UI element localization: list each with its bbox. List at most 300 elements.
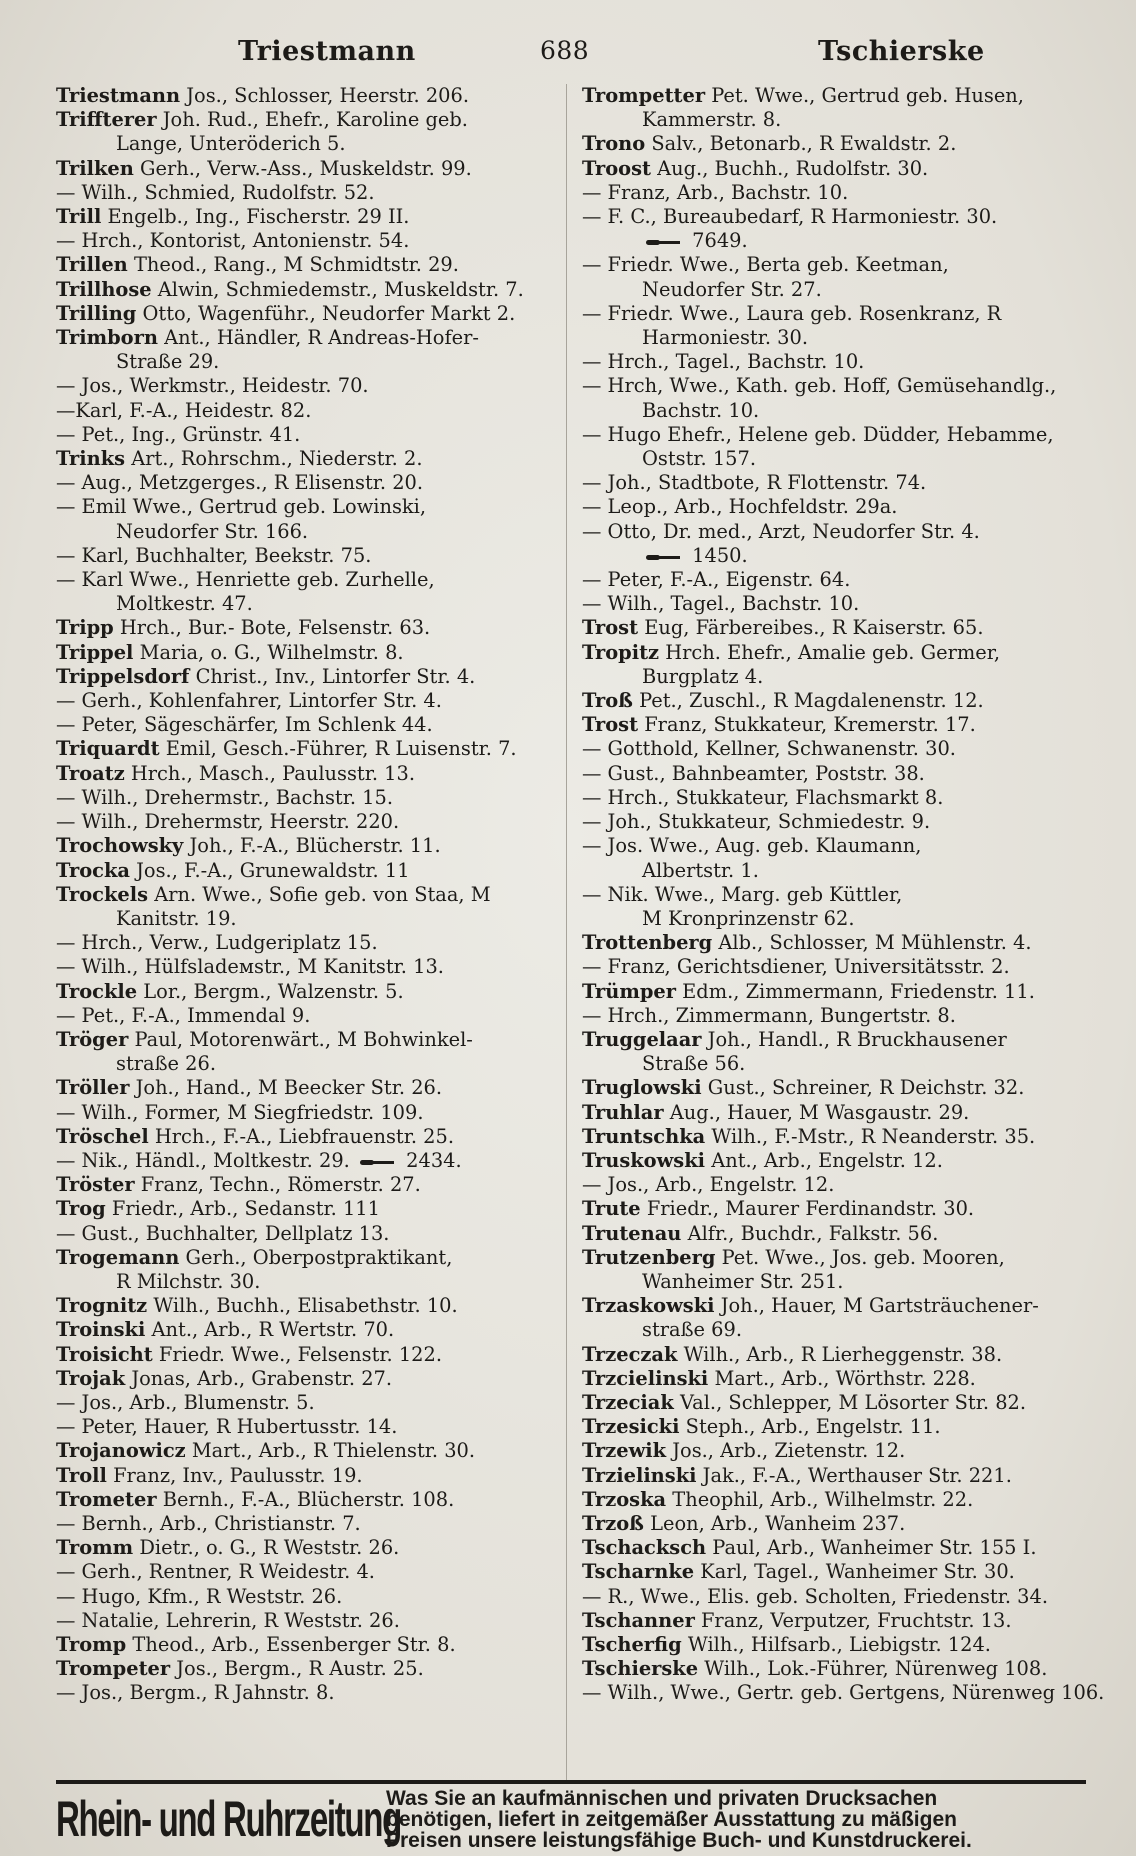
directory-entry	[582, 616, 1107, 640]
entry-text: R Milchstr. 30.	[116, 1269, 261, 1293]
entry-text: — Franz, Gerichtsdiener, Universitätsstr. 2.	[582, 955, 1010, 979]
directory-entry	[582, 1125, 1107, 1149]
directory-entry	[56, 471, 581, 495]
directory-entry	[56, 1367, 581, 1391]
directory-entry	[56, 278, 581, 302]
entry-text: Alfr., Buchdr., Falkstr. 56.	[687, 1221, 939, 1245]
entry-surname: Trojanowicz	[56, 1439, 186, 1463]
entry-text: Wilh., Lok.-Führer, Nürenweg 108.	[704, 1657, 1048, 1681]
directory-entry	[582, 955, 1107, 979]
ad-line: benötigen, liefert in zeitgemäßer Ausstattung zu mäßigen	[386, 1808, 957, 1831]
entry-text: — Peter, Sägeschärfer, Im Schlenk 44.	[56, 713, 433, 737]
entry-text: Maria, o. G., Wilhelmstr. 8.	[139, 640, 404, 664]
entry-surname: Troost	[582, 156, 651, 180]
entry-text: — Nik., Händl., Moltkestr. 29.	[56, 1148, 356, 1172]
entry-text: Jos., F.-A., Grunewaldstr. 11	[136, 858, 410, 882]
directory-entry	[56, 641, 581, 665]
directory-entry	[56, 786, 581, 810]
ad-line: Was Sie an kaufmännischen und privaten Drucksachen	[386, 1787, 938, 1810]
entry-surname: Trockels	[56, 882, 149, 906]
entry-surname: Trippel	[56, 640, 134, 664]
entry-text: — Wilh., Drehermstr., Bachstr. 15.	[56, 785, 394, 809]
entry-continuation	[56, 907, 581, 931]
directory-entry	[56, 1343, 581, 1367]
entry-text: Salv., Betonarb., R Ewaldstr. 2.	[651, 132, 957, 156]
entry-surname: Tröschel	[56, 1124, 149, 1148]
directory-entry	[582, 471, 1107, 495]
directory-entry	[56, 1101, 581, 1125]
entry-text: Otto, Wagenführ., Neudorfer Markt 2.	[142, 301, 516, 325]
directory-entry	[582, 1585, 1107, 1609]
entry-surname: Trzaskowski	[582, 1294, 715, 1318]
right-column	[582, 84, 1107, 1706]
directory-entry	[56, 108, 581, 132]
directory-entry	[582, 592, 1107, 616]
entry-text: — Jos., Arb., Engelstr. 12.	[582, 1173, 835, 1197]
entry-text: Harmoniestr. 30.	[642, 326, 809, 350]
entry-surname: Trogemann	[56, 1245, 180, 1269]
entry-text: — Wilh., Tagel., Bachstr. 10.	[582, 592, 860, 616]
entry-surname: Trzesicki	[582, 1415, 680, 1439]
directory-entry	[582, 1536, 1107, 1560]
entry-surname: Tromp	[56, 1633, 127, 1656]
entry-surname: Triestmann	[56, 84, 181, 107]
entry-text: Neudorfer Str. 27.	[642, 277, 822, 301]
entry-text: — Franz, Arb., Bachstr. 10.	[582, 180, 849, 204]
entry-surname: Trojak	[56, 1366, 126, 1390]
entry-text: Art., Rohrschm., Niederstr. 2.	[131, 447, 423, 471]
directory-entry	[56, 1222, 581, 1246]
directory-entry	[56, 181, 581, 205]
directory-entry	[56, 665, 581, 689]
column-divider	[566, 84, 567, 1784]
entry-continuation	[582, 326, 1107, 350]
entry-text: —Karl, F.-A., Heidestr. 82.	[56, 398, 312, 422]
directory-entry	[582, 1149, 1107, 1173]
entry-surname: Trost	[582, 713, 639, 737]
directory-entry	[582, 737, 1107, 761]
telephone-icon	[646, 237, 680, 247]
entry-text: 2434.	[400, 1148, 462, 1172]
entry-text: Wilh., F.-Mstr., R Neanderstr. 35.	[711, 1124, 1036, 1148]
directory-entry	[582, 883, 1107, 907]
directory-entry	[582, 1367, 1107, 1391]
entry-text: Kammerstr. 8.	[642, 108, 782, 132]
directory-entry	[582, 1076, 1107, 1100]
directory-entry	[56, 205, 581, 229]
entry-text: Hrch., Bur.- Bote, Felsenstr. 63.	[119, 616, 431, 640]
entry-text: Jos., Bergm., R Austr. 25.	[176, 1657, 424, 1681]
entry-surname: Tröger	[56, 1027, 129, 1051]
directory-entry	[582, 1681, 1107, 1705]
entry-surname: Trzeciak	[582, 1390, 674, 1414]
entry-text: — Jos., Bergm., R Jahnstr. 8.	[56, 1681, 335, 1705]
entry-text: Wanheimer Str. 251.	[642, 1269, 844, 1293]
entry-text: — Aug., Metzgerges., R Elisenstr. 20.	[56, 471, 424, 495]
entry-continuation	[582, 1270, 1107, 1294]
entry-surname: Trognitz	[56, 1294, 148, 1318]
entry-text: Val., Schlepper, M Lösorter Str. 82.	[679, 1390, 1027, 1414]
entry-text: — Wilh., Former, M Siegfriedstr. 109.	[56, 1100, 424, 1124]
directory-entry	[582, 1197, 1107, 1221]
directory-entry	[582, 1101, 1107, 1125]
entry-text: Lor., Bergm., Walzenstr. 5.	[143, 979, 404, 1003]
entry-continuation	[56, 350, 581, 374]
entry-text: — Hrch., Kontorist, Antonienstr. 54.	[56, 229, 410, 253]
entry-surname: Truskowski	[582, 1148, 706, 1172]
directory-entry	[582, 641, 1107, 665]
entry-text: Ant., Händler, R Andreas-Hofer-	[164, 326, 479, 350]
directory-entry	[56, 399, 581, 423]
directory-entry	[582, 713, 1107, 737]
entry-continuation	[582, 907, 1107, 931]
directory-entry	[582, 423, 1107, 447]
entry-surname: Trzewik	[582, 1439, 667, 1463]
entry-text: — Otto, Dr. med., Arzt, Neudorfer Str. 4.	[582, 519, 980, 543]
entry-surname: Tschacksch	[582, 1536, 707, 1560]
entry-continuation	[582, 278, 1107, 302]
directory-entry	[56, 1415, 581, 1439]
entry-surname: Trutenau	[582, 1221, 682, 1245]
directory-entry	[56, 1512, 581, 1536]
entry-text: Alb., Schlosser, M Mühlenstr. 4.	[718, 931, 1032, 955]
directory-entry	[56, 931, 581, 955]
entry-surname: Troisicht	[56, 1342, 153, 1366]
entry-text: — F. C., Bureaubedarf, R Harmoniestr. 30.	[582, 205, 998, 229]
entry-surname: Trilling	[56, 301, 137, 325]
directory-entry	[582, 810, 1107, 834]
entry-surname: Trocka	[56, 858, 130, 882]
directory-entry	[582, 1004, 1107, 1028]
entry-text: Hrch., Masch., Paulusstr. 13.	[130, 761, 416, 785]
directory-entry	[582, 350, 1107, 374]
entry-text: — Hrch., Verw., Ludgeriplatz 15.	[56, 931, 378, 955]
directory-entry	[582, 762, 1107, 786]
directory-entry	[582, 786, 1107, 810]
directory-entry	[56, 1028, 581, 1052]
telephone-icon	[360, 1157, 394, 1167]
entry-text: — Emil Wwe., Gertrud geb. Lowinski,	[56, 495, 427, 519]
entry-text: Alwin, Schmiedemstr., Muskeldstr. 7.	[157, 277, 524, 301]
entry-text: Pet. Wwe., Gertrud geb. Husen,	[711, 84, 1024, 107]
directory-entry	[582, 205, 1107, 229]
left-running-head: Triestmann	[238, 36, 416, 67]
entry-text: Theod., Rang., M Schmidtstr. 29.	[133, 253, 459, 277]
entry-surname: Trompeter	[56, 1657, 171, 1681]
entry-continuation	[582, 1052, 1107, 1076]
entry-surname: Trutzenberg	[582, 1245, 716, 1269]
directory-entry	[56, 1246, 581, 1270]
entry-surname: Trometer	[56, 1487, 157, 1511]
directory-entry	[56, 1149, 581, 1173]
directory-entry	[582, 1560, 1107, 1584]
directory-entry	[56, 762, 581, 786]
entry-text: Oststr. 157.	[642, 447, 757, 471]
directory-entry	[582, 1028, 1107, 1052]
directory-entry	[56, 616, 581, 640]
entry-continuation	[56, 132, 581, 156]
entry-text: — Peter, F.-A., Eigenstr. 64.	[582, 568, 851, 592]
entry-surname: Tschanner	[582, 1608, 695, 1632]
entry-text: Pet., Zuschl., R Magdalenenstr. 12.	[639, 689, 984, 713]
entry-text: Arn. Wwe., Sofie geb. von Staa, M	[154, 882, 491, 906]
entry-text: Kanitstr. 19.	[116, 906, 237, 930]
entry-continuation	[56, 1270, 581, 1294]
directory-entry	[582, 181, 1107, 205]
entry-text: Gust., Schreiner, R Deichstr. 32.	[707, 1076, 1025, 1100]
entry-text: Moltkestr. 47.	[116, 592, 253, 616]
directory-entry	[582, 1294, 1107, 1318]
entry-text: — Hrch., Tagel., Bachstr. 10.	[582, 350, 865, 374]
entry-text: — Gotthold, Kellner, Schwanenstr. 30.	[582, 737, 956, 761]
directory-entry	[56, 1657, 581, 1681]
entry-text: 7649.	[686, 229, 748, 253]
entry-text: Jak., F.-A., Werthauser Str. 221.	[702, 1463, 1012, 1487]
right-running-head: Tschierske	[818, 36, 985, 67]
entry-text: Joh., Hauer, M Gartsträuchener-	[720, 1294, 1039, 1318]
entry-text: — Wilh., Wwe., Gertr. geb. Gertgens, Nürenweg 106.	[582, 1681, 1105, 1705]
entry-text: Jos., Arb., Zietenstr. 12.	[672, 1439, 906, 1463]
directory-entry	[582, 1246, 1107, 1270]
entry-text: — Hrch., Zimmermann, Bungertstr. 8.	[582, 1003, 956, 1027]
entry-text: Friedr., Maurer Ferdinandstr. 30.	[646, 1197, 975, 1221]
page-header	[0, 36, 1136, 76]
entry-surname: Trzielinski	[582, 1463, 697, 1487]
entry-text: — Jos., Arb., Blumenstr. 5.	[56, 1390, 315, 1414]
entry-surname: Trute	[582, 1197, 641, 1221]
entry-surname: Trimborn	[56, 326, 158, 350]
directory-entry	[56, 253, 581, 277]
entry-text: Franz, Verputzer, Fruchtstr. 13.	[700, 1608, 1012, 1632]
directory-entry	[582, 689, 1107, 713]
entry-text: Ant., Arb., Engelstr. 12.	[711, 1148, 943, 1172]
entry-surname: Trompetter	[582, 84, 706, 107]
entry-text: Neudorfer Str. 166.	[116, 519, 309, 543]
entry-surname: Trzcielinski	[582, 1366, 709, 1390]
entry-text: Wilh., Buchh., Elisabethstr. 10.	[153, 1294, 458, 1318]
directory-entry	[56, 84, 581, 108]
left-column	[56, 84, 581, 1706]
directory-entry	[582, 157, 1107, 181]
entry-surname: Trottenberg	[582, 931, 713, 955]
entry-surname: Troinski	[56, 1318, 146, 1342]
entry-text: Dietr., o. G., R Weststr. 26.	[139, 1536, 400, 1560]
entry-text: Christ., Inv., Lintorfer Str. 4.	[195, 664, 476, 688]
entry-text: Burgplatz 4.	[642, 664, 764, 688]
entry-text: — Hugo, Kfm., R Weststr. 26.	[56, 1584, 343, 1608]
entry-continuation	[582, 859, 1107, 883]
directory-entry	[582, 520, 1107, 544]
entry-text: Karl, Tagel., Wanheimer Str. 30.	[700, 1560, 1015, 1584]
directory-entry	[56, 1391, 581, 1415]
directory-entry	[582, 1464, 1107, 1488]
entry-text: straße 26.	[116, 1052, 217, 1076]
directory-entry	[56, 1609, 581, 1633]
entry-surname: Trinks	[56, 447, 126, 471]
directory-entry	[56, 955, 581, 979]
directory-entry	[56, 568, 581, 592]
entry-continuation	[582, 1318, 1107, 1342]
entry-text: — Joh., Stukkateur, Schmiedestr. 9.	[582, 810, 931, 834]
entry-text: Mart., Arb., R Thielenstr. 30.	[191, 1439, 476, 1463]
entry-text: Jos., Schlosser, Heerstr. 206.	[186, 84, 470, 107]
directory-entry	[582, 253, 1107, 277]
entry-text: — Joh., Stadtbote, R Flottenstr. 74.	[582, 471, 927, 495]
directory-entry	[56, 1294, 581, 1318]
entry-text: Friedr. Wwe., Felsenstr. 122.	[158, 1342, 442, 1366]
directory-entry	[56, 737, 581, 761]
entry-text: Paul, Motorenwärt., M Bohwinkel-	[134, 1027, 473, 1051]
page-number: 688	[540, 36, 590, 65]
entry-text: — Hugo Ehefr., Helene geb. Düdder, Hebamme,	[582, 422, 1054, 446]
entry-text: — Karl Wwe., Henriette geb. Zurhelle,	[56, 568, 435, 592]
advertisement-text	[386, 1788, 1106, 1851]
entry-surname: Troatz	[56, 761, 125, 785]
entry-text: Jonas, Arb., Grabenstr. 27.	[131, 1366, 393, 1390]
entry-surname: Tropitz	[582, 640, 660, 664]
newspaper-logo: Rhein- und Ruhrzeitung	[56, 1791, 401, 1847]
entry-text: Hrch. Ehefr., Amalie geb. Germer,	[665, 640, 1001, 664]
directory-entry	[582, 1609, 1107, 1633]
directory-entry	[56, 1633, 581, 1657]
directory-entry	[56, 1439, 581, 1463]
entry-text: M Kronprinzenstr 62.	[642, 906, 855, 930]
entry-text: Joh., Handl., R Bruckhausener	[707, 1027, 1007, 1051]
directory-entry	[582, 1439, 1107, 1463]
entry-surname: Truggelaar	[582, 1027, 702, 1051]
entry-continuation	[582, 447, 1107, 471]
entry-text: Emil, Gesch.-Führer, R Luisenstr. 7.	[165, 737, 517, 761]
entry-text: Ant., Arb., R Wertstr. 70.	[151, 1318, 395, 1342]
entry-text: — Gust., Buchhalter, Dellplatz 13.	[56, 1221, 390, 1245]
entry-text: — Wilh., Schmied, Rudolfstr. 52.	[56, 180, 375, 204]
directory-entry	[56, 374, 581, 398]
directory-entry	[56, 1681, 581, 1705]
ad-line: Preisen unsere leistungsfähige Buch- und Kunstdruckerei.	[386, 1829, 972, 1852]
entry-text: Gerh., Oberpostpraktikant,	[185, 1245, 453, 1269]
entry-text: — Wilh., Hülfsladeмstr., M Kanitstr. 13.	[56, 955, 444, 979]
entry-surname: Truglowski	[582, 1076, 702, 1100]
directory-entry	[56, 859, 581, 883]
directory-entry	[582, 1343, 1107, 1367]
entry-text: — Friedr. Wwe., Laura geb. Rosenkranz, R	[582, 301, 1002, 325]
entry-text: — Leop., Arb., Hochfeldstr. 29a.	[582, 495, 898, 519]
entry-surname: Trzoß	[582, 1511, 644, 1535]
entry-text: — Nik. Wwe., Marg. geb Küttler,	[582, 882, 903, 906]
entry-text: Edm., Zimmermann, Friedenstr. 11.	[682, 979, 1035, 1003]
entry-surname: Trümper	[582, 979, 676, 1003]
entry-text: Wilh., Hilfsarb., Liebigstr. 124.	[687, 1633, 991, 1656]
directory-entry	[56, 1004, 581, 1028]
directory-entry	[56, 713, 581, 737]
entry-surname: Trillhose	[56, 277, 152, 301]
entry-surname: Truntschka	[582, 1124, 706, 1148]
entry-surname: Trillen	[56, 253, 128, 277]
directory-entry	[56, 495, 581, 519]
directory-entry	[582, 84, 1107, 108]
directory-entry	[56, 1585, 581, 1609]
entry-text: — R., Wwe., Elis. geb. Scholten, Friedenstr. 34.	[582, 1584, 1049, 1608]
entry-surname: Tscherfig	[582, 1633, 682, 1656]
directory-entry	[56, 883, 581, 907]
directory-entry	[582, 374, 1107, 398]
entry-text: Bernh., F.-A., Blücherstr. 108.	[162, 1487, 455, 1511]
directory-entry	[56, 1536, 581, 1560]
entry-surname: Trog	[56, 1197, 106, 1221]
directory-entry	[56, 980, 581, 1004]
directory-entry	[582, 1512, 1107, 1536]
entry-text: Straße 56.	[642, 1052, 746, 1076]
telephone-icon	[646, 552, 680, 562]
entry-text: straße 69.	[642, 1318, 743, 1342]
entry-text: — Wilh., Drehermstr, Heerstr. 220.	[56, 810, 400, 834]
directory-entry	[56, 689, 581, 713]
entry-continuation	[582, 108, 1107, 132]
entry-text: Steph., Arb., Engelstr. 11.	[685, 1415, 941, 1439]
entry-surname: Troll	[56, 1463, 107, 1487]
entry-continuation	[582, 399, 1107, 423]
entry-surname: Tripp	[56, 616, 114, 640]
directory-entry	[582, 132, 1107, 156]
entry-surname: Trochowsky	[56, 834, 184, 858]
directory-entry	[56, 544, 581, 568]
directory-entry	[56, 810, 581, 834]
entry-surname: Tschierske	[582, 1657, 699, 1681]
entry-surname: Trono	[582, 132, 646, 156]
entry-text: 1450.	[686, 543, 748, 567]
directory-entry	[582, 1657, 1107, 1681]
entry-continuation	[582, 229, 1107, 253]
entry-text: Friedr., Arb., Sedanstr. 111	[111, 1197, 380, 1221]
entry-text: Leon, Arb., Wanheim 237.	[650, 1511, 906, 1535]
entry-surname: Trilken	[56, 156, 134, 180]
entry-text: Franz, Techn., Römerstr. 27.	[140, 1173, 421, 1197]
entry-surname: Trill	[56, 205, 102, 229]
entry-text: — Natalie, Lehrerin, R Weststr. 26.	[56, 1608, 400, 1632]
entry-text: — Jos., Werkmstr., Heidestr. 70.	[56, 374, 369, 398]
directory-entry	[582, 834, 1107, 858]
entry-continuation	[56, 592, 581, 616]
entry-text: Straße 29.	[116, 350, 220, 374]
directory-entry	[56, 423, 581, 447]
entry-text: Aug., Buchh., Rudolfstr. 30.	[657, 156, 929, 180]
entry-surname: Trzeczak	[582, 1342, 678, 1366]
directory-entry	[56, 1318, 581, 1342]
directory-entry	[56, 1076, 581, 1100]
directory-entry	[582, 1173, 1107, 1197]
entry-surname: Truhlar	[582, 1100, 664, 1124]
entry-text: — Pet., F.-A., Immendal 9.	[56, 1003, 311, 1027]
directory-entry	[56, 1464, 581, 1488]
entry-text: Theod., Arb., Essenberger Str. 8.	[132, 1633, 456, 1656]
directory-entry	[582, 1391, 1107, 1415]
entry-text: Joh., F.-A., Blücherstr. 11.	[189, 834, 441, 858]
directory-entry	[582, 1488, 1107, 1512]
entry-continuation	[56, 520, 581, 544]
directory-entry	[582, 1222, 1107, 1246]
entry-text: Wilh., Arb., R Lierheggenstr. 38.	[683, 1342, 1003, 1366]
entry-surname: Trost	[582, 616, 639, 640]
entry-text: Theophil, Arb., Wilhelmstr. 22.	[672, 1487, 974, 1511]
advertisement-banner	[56, 1780, 1086, 1852]
entry-surname: Triquardt	[56, 737, 160, 761]
directory-entry	[56, 447, 581, 471]
entry-surname: Tröller	[56, 1076, 130, 1100]
entry-text: Franz, Inv., Paulusstr. 19.	[113, 1463, 363, 1487]
directory-entry	[56, 157, 581, 181]
entry-text: — Gust., Bahnbeamter, Poststr. 38.	[582, 761, 925, 785]
entry-text: Gerh., Verw.-Ass., Muskeldstr. 99.	[140, 156, 472, 180]
